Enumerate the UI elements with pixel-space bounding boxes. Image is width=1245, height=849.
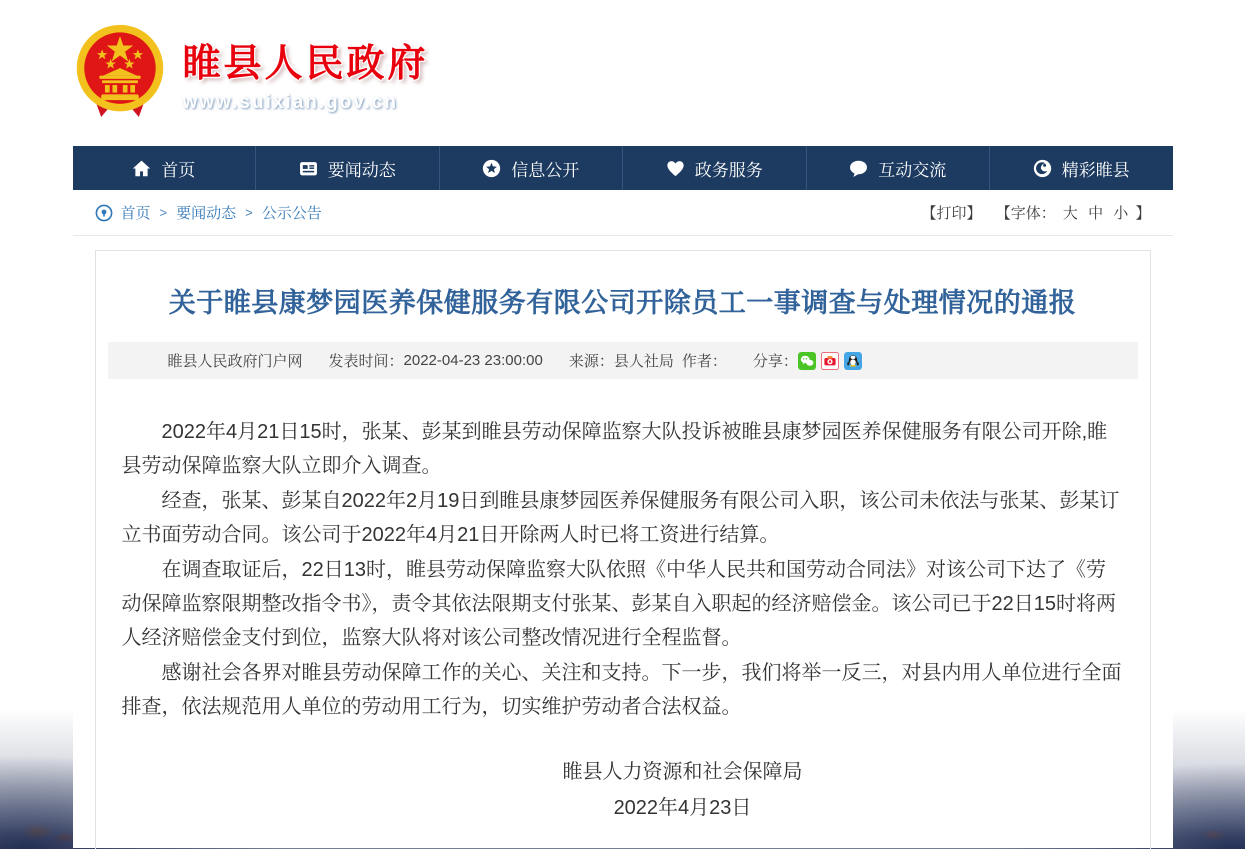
article-body <box>122 415 1124 724</box>
location-pin-icon <box>95 204 113 222</box>
breadcrumb-home[interactable]: 首页 <box>120 205 151 222</box>
wechat-share-icon[interactable] <box>798 352 816 370</box>
magnifier-icon <box>1132 60 1156 84</box>
meta-author: 作者： <box>681 353 727 370</box>
source-value: 县人社局 <box>613 353 674 370</box>
meta-share <box>753 350 862 371</box>
search-input[interactable] <box>860 63 1132 80</box>
info-star-icon <box>482 159 501 178</box>
nav-item-label: 首页 <box>161 160 196 180</box>
font-size-medium[interactable]: 中 <box>1088 205 1104 222</box>
main-content <box>73 236 1173 848</box>
qq-share-icon[interactable] <box>844 352 862 370</box>
nav-item-home[interactable] <box>73 146 256 190</box>
publish-time-value: 2022-04-23 23:00:00 <box>403 352 543 369</box>
breadcrumb <box>95 202 322 223</box>
breadcrumb-bar <box>73 190 1173 236</box>
national-emblem-icon <box>73 23 167 123</box>
nav-item-news[interactable] <box>255 146 439 190</box>
breadcrumb-current[interactable]: 公示公告 <box>261 205 322 222</box>
article-signature <box>182 754 1184 826</box>
site-title-block <box>183 32 429 114</box>
weibo-share-icon[interactable] <box>821 352 839 370</box>
site-name: 睢县人民政府 <box>182 43 429 85</box>
share-label: 分享： <box>752 353 798 370</box>
search-button[interactable] <box>1132 60 1156 84</box>
article-meta-bar <box>108 342 1138 379</box>
source-label: 来源： <box>568 353 614 370</box>
nav-item-label: 要闻动态 <box>327 160 396 180</box>
news-icon <box>299 159 318 178</box>
meta-publish-time <box>329 350 543 371</box>
meta-site: 睢县人民政府门户网 <box>167 353 303 370</box>
share-icons <box>798 352 862 370</box>
breadcrumb-separator: > <box>245 205 253 220</box>
nav-item-highlights[interactable] <box>989 146 1173 190</box>
heart-icon <box>666 159 685 178</box>
nav-item-interact[interactable] <box>806 146 990 190</box>
home-icon <box>132 159 151 178</box>
page-container <box>73 0 1173 848</box>
font-size-label-close: 】 <box>1135 205 1151 222</box>
font-size-small[interactable]: 小 <box>1113 205 1129 222</box>
nav-item-info[interactable] <box>439 146 623 190</box>
national-emblem-logo[interactable] <box>73 23 167 123</box>
nav-item-label: 信息公开 <box>511 160 580 180</box>
swirl-icon <box>1033 159 1052 178</box>
print-button[interactable]: 【打印】 <box>921 205 982 222</box>
article-paragraph: 经查，张某、彭某自2022年2月19日到睢县康梦园医养保健服务有限公司入职，该公司未依法与张某、彭某订立书面劳动合同。该公司于2022年4月21日开除两人时已将工资进行结算。 <box>121 490 1120 546</box>
article-container <box>95 250 1151 849</box>
nav-item-label: 互动交流 <box>878 160 947 180</box>
nav-item-service[interactable] <box>622 146 806 190</box>
article-title: 关于睢县康梦园医养保健服务有限公司开除员工一事调查与处理情况的通报 <box>168 288 1077 318</box>
site-url: www.suixian.gov.cn <box>182 92 398 113</box>
site-header <box>73 0 1173 146</box>
publish-time-label: 发表时间： <box>328 353 404 370</box>
font-size-label: 【字体： <box>995 205 1056 222</box>
article-paragraph: 感谢社会各界对睢县劳动保障工作的关心、关注和支持。下一步，我们将举一反三，对县内用人单位进行全面排查，依法规范用人单位的劳动用工行为，切实维护劳动者合法权益。 <box>121 662 1122 718</box>
signature-department: 睢县人力资源和社会保障局 <box>562 761 803 783</box>
breadcrumb-news[interactable]: 要闻动态 <box>176 205 237 222</box>
main-nav <box>73 146 1173 190</box>
article-paragraph: 2022年4月21日15时，张某、彭某到睢县劳动保障监察大队投诉被睢县康梦园医养保健服务有限公司开除,睢县劳动保障监察大队立即介入调查。 <box>121 421 1108 477</box>
meta-source <box>569 350 674 371</box>
font-size-large[interactable]: 大 <box>1062 205 1078 222</box>
search-box <box>839 51 1171 92</box>
nav-item-label: 政务服务 <box>694 160 763 180</box>
breadcrumb-separator: > <box>159 205 168 220</box>
article-paragraph: 在调查取证后，22日13时，睢县劳动保障监察大队依照《中华人民共和国劳动合同法》对该公司下达了《劳动保障监察限期整改指令书》，责令其依法限期支付张某、彭某自入职起的经济赔偿金。该公司已于22日15时将两人经济赔偿金支付到位，监察大队将对该公司整改情况进行全程监督。 <box>121 559 1116 649</box>
nav-item-label: 精彩睢县 <box>1061 160 1130 180</box>
chat-icon <box>849 159 868 178</box>
signature-date: 2022年4月23日 <box>613 797 752 819</box>
page-tools <box>922 202 1151 223</box>
